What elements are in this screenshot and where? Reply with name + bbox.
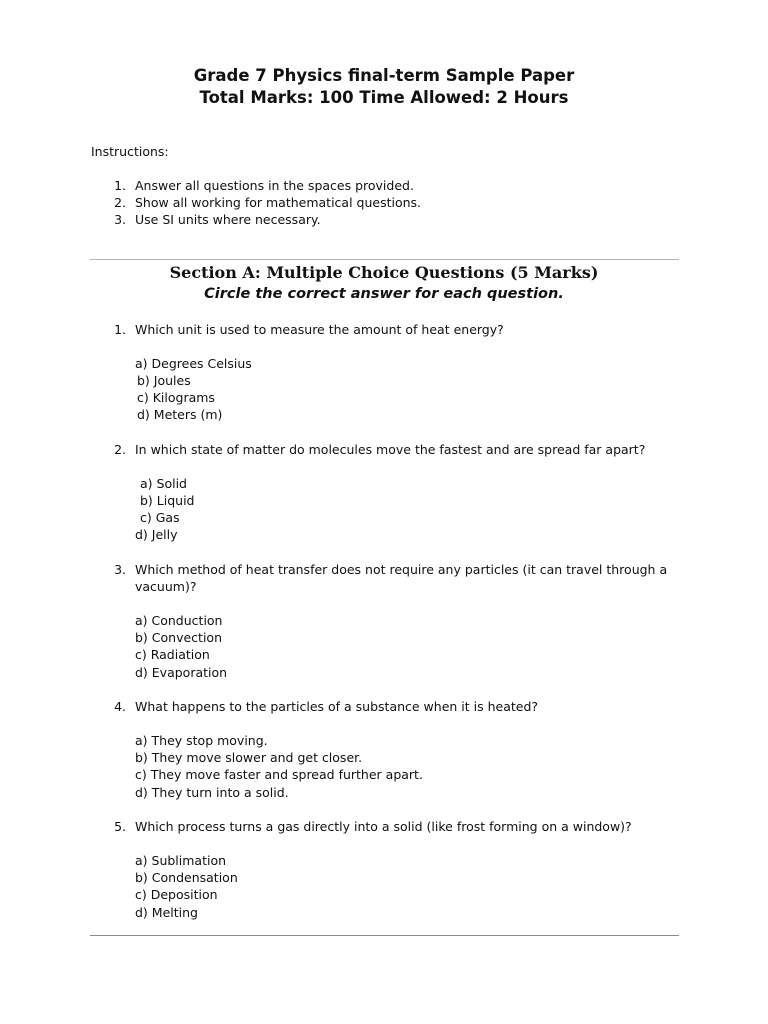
question-text: What happens to the particles of a substance when it is heated?	[135, 699, 539, 714]
paper-title: Grade 7 Physics final-term Sample Paper	[193, 66, 575, 85]
instruction-number: 3.	[114, 212, 126, 227]
answer-option[interactable]: a) Solid	[140, 476, 187, 491]
divider-top	[90, 259, 679, 260]
answer-option[interactable]: c) Kilograms	[137, 390, 215, 405]
question-number: 2.	[114, 442, 126, 457]
question-text: Which unit is used to measure the amount of heat energy?	[135, 322, 504, 337]
question-text: Which method of heat transfer does not require any particles (it can travel through a vacuum)?	[135, 562, 668, 594]
instruction-item: Answer all questions in the spaces provided.	[135, 178, 414, 193]
answer-option[interactable]: c) Radiation	[135, 647, 210, 662]
instructions-label: Instructions:	[91, 144, 169, 159]
answer-option[interactable]: a) Sublimation	[135, 853, 227, 868]
question-text: In which state of matter do molecules move the fastest and are spread far apart?	[135, 442, 646, 457]
answer-option[interactable]: b) Condensation	[135, 870, 238, 885]
answer-option[interactable]: a) Conduction	[135, 613, 223, 628]
answer-option[interactable]: d) Meters (m)	[137, 407, 223, 422]
divider-bottom	[90, 935, 679, 936]
question-number: 4.	[114, 699, 126, 714]
question-number: 3.	[114, 562, 126, 577]
answer-option[interactable]: b) They move slower and get closer.	[135, 750, 363, 765]
answer-option[interactable]: c) Deposition	[135, 887, 218, 902]
answer-option[interactable]: d) Jelly	[135, 527, 178, 542]
answer-option[interactable]: c) Gas	[140, 510, 180, 525]
instruction-item: Use SI units where necessary.	[135, 212, 321, 227]
question-text: Which process turns a gas directly into a solid (like frost forming on a window)?	[135, 819, 632, 834]
answer-option[interactable]: d) Melting	[135, 905, 198, 920]
answer-option[interactable]: d) Evaporation	[135, 665, 228, 680]
answer-option[interactable]: b) Joules	[137, 373, 191, 388]
paper-marks-time: Total Marks: 100 Time Allowed: 2 Hours	[199, 88, 569, 107]
instruction-number: 1.	[114, 178, 126, 193]
answer-option[interactable]: d) They turn into a solid.	[135, 785, 289, 800]
answer-option[interactable]: b) Convection	[135, 630, 222, 645]
instruction-item: Show all working for mathematical questions.	[135, 195, 422, 210]
section-a-instruction: Circle the correct answer for each question.	[204, 286, 564, 302]
answer-option[interactable]: b) Liquid	[140, 493, 195, 508]
instruction-number: 2.	[114, 195, 126, 210]
answer-option[interactable]: a) They stop moving.	[135, 733, 268, 748]
answer-option[interactable]: a) Degrees Celsius	[135, 356, 252, 371]
section-a-title: Section A: Multiple Choice Questions (5 Marks)	[169, 263, 599, 282]
answer-option[interactable]: c) They move faster and spread further apart.	[135, 767, 423, 782]
question-number: 1.	[114, 322, 126, 337]
question-number: 5.	[114, 819, 126, 834]
